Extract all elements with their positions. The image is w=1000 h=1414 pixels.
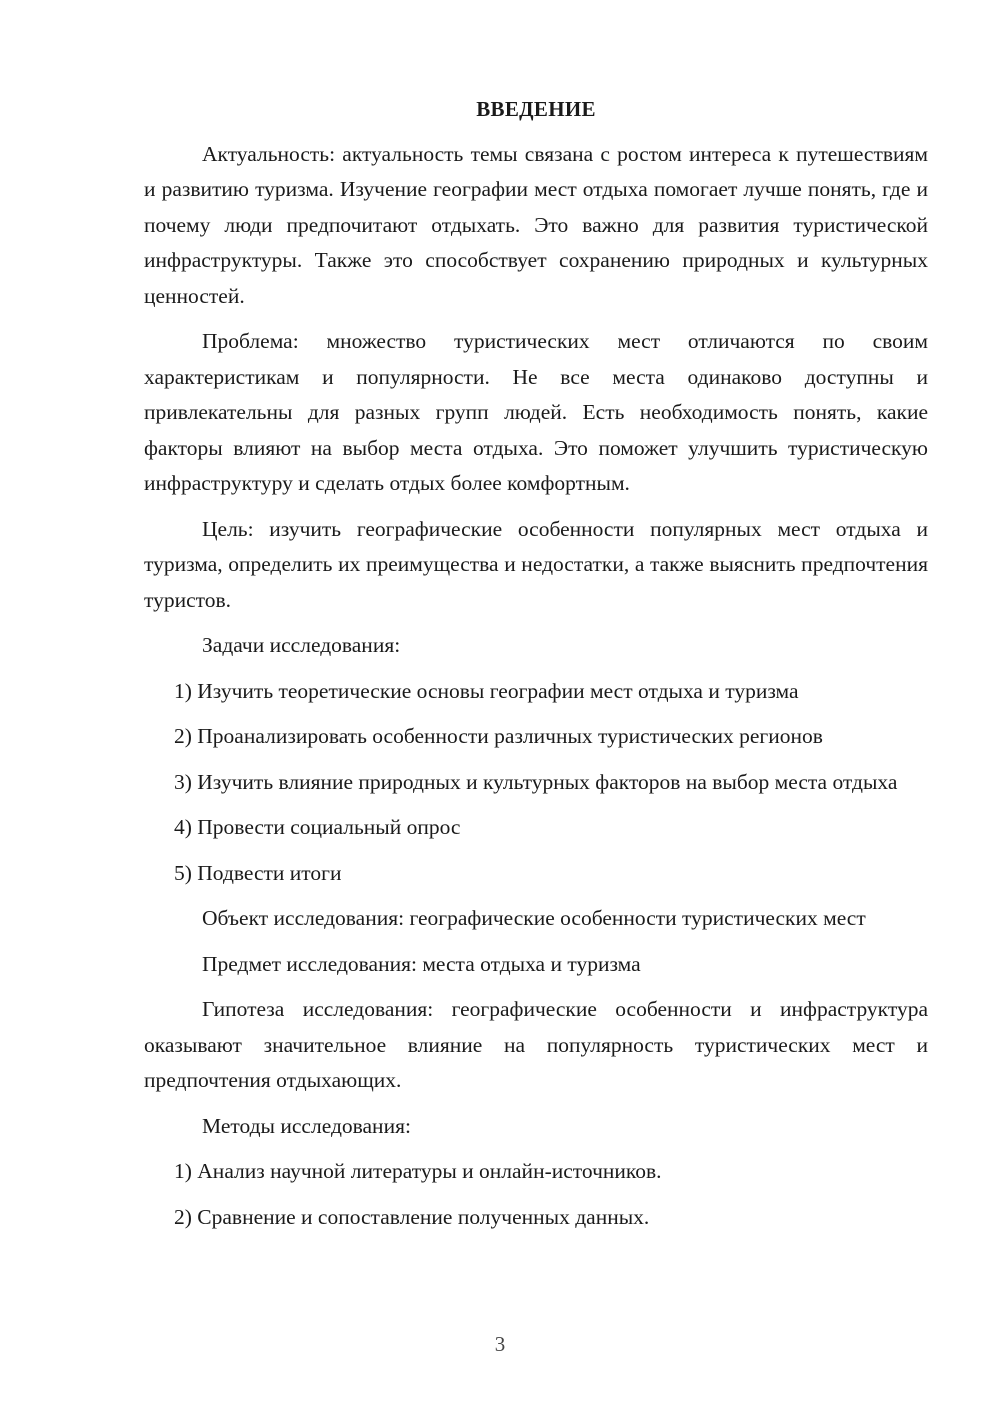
page-number: 3 — [494, 1332, 506, 1356]
task-item: 2) Проанализировать особенности различных туристических регионов — [174, 724, 823, 748]
task-item: 4) Провести социальный опрос — [174, 815, 461, 839]
subject-paragraph: Предмет исследования: места отдыха и туризма — [202, 951, 641, 976]
tasks-label: Задачи исследования: — [202, 633, 401, 657]
goal-paragraph: Цель: изучить географические особенности популярных мест отдыха и туризма, определить их преимущества и недостатки, а также выяснить предпочтения туристов. — [144, 516, 928, 612]
section-heading: ВВЕДЕНИЕ — [476, 97, 596, 121]
problem-paragraph: Проблема: множество туристических мест отличаются по своим характеристикам и популярности. Не все места одинаково доступны и привлекательны для разных групп людей. Есть необходимость понять, какие факторы влияют на выбор места отдыха. Это поможет улучшить туристическую инфраструктуру и сделать отдых более комфортным. — [144, 329, 928, 495]
method-item: 2) Сравнение и сопоставление полученных данных. — [174, 1204, 650, 1229]
task-item: 1) Изучить теоретические основы географии мест отдыха и туризма — [174, 678, 799, 703]
hypothesis-paragraph: Гипотеза исследования: географические особенности и инфраструктура оказывают значительное влияние на популярность туристических мест и предпочтения отдыхающих. — [144, 997, 928, 1092]
methods-label: Методы исследования: — [202, 1113, 411, 1138]
task-item: 3) Изучить влияние природных и культурных факторов на выбор места отдыха — [174, 769, 898, 794]
object-paragraph: Объект исследования: географические особенности туристических мест — [202, 906, 866, 930]
method-item: 1) Анализ научной литературы и онлайн-источников. — [174, 1159, 662, 1183]
task-item: 5) Подвести итоги — [174, 860, 342, 885]
relevance-paragraph: Актуальность: актуальность темы связана с ростом интереса к путешествиям и развитию туризма. Изучение географии мест отдыха помогает лучше понять, где и почему люди предпочитают отдыхать. Это важно для развития туристической инфраструктуры. Также это способствует сохранению природных и культурных ценностей. — [144, 141, 928, 308]
document-page — [144, 92, 928, 1245]
